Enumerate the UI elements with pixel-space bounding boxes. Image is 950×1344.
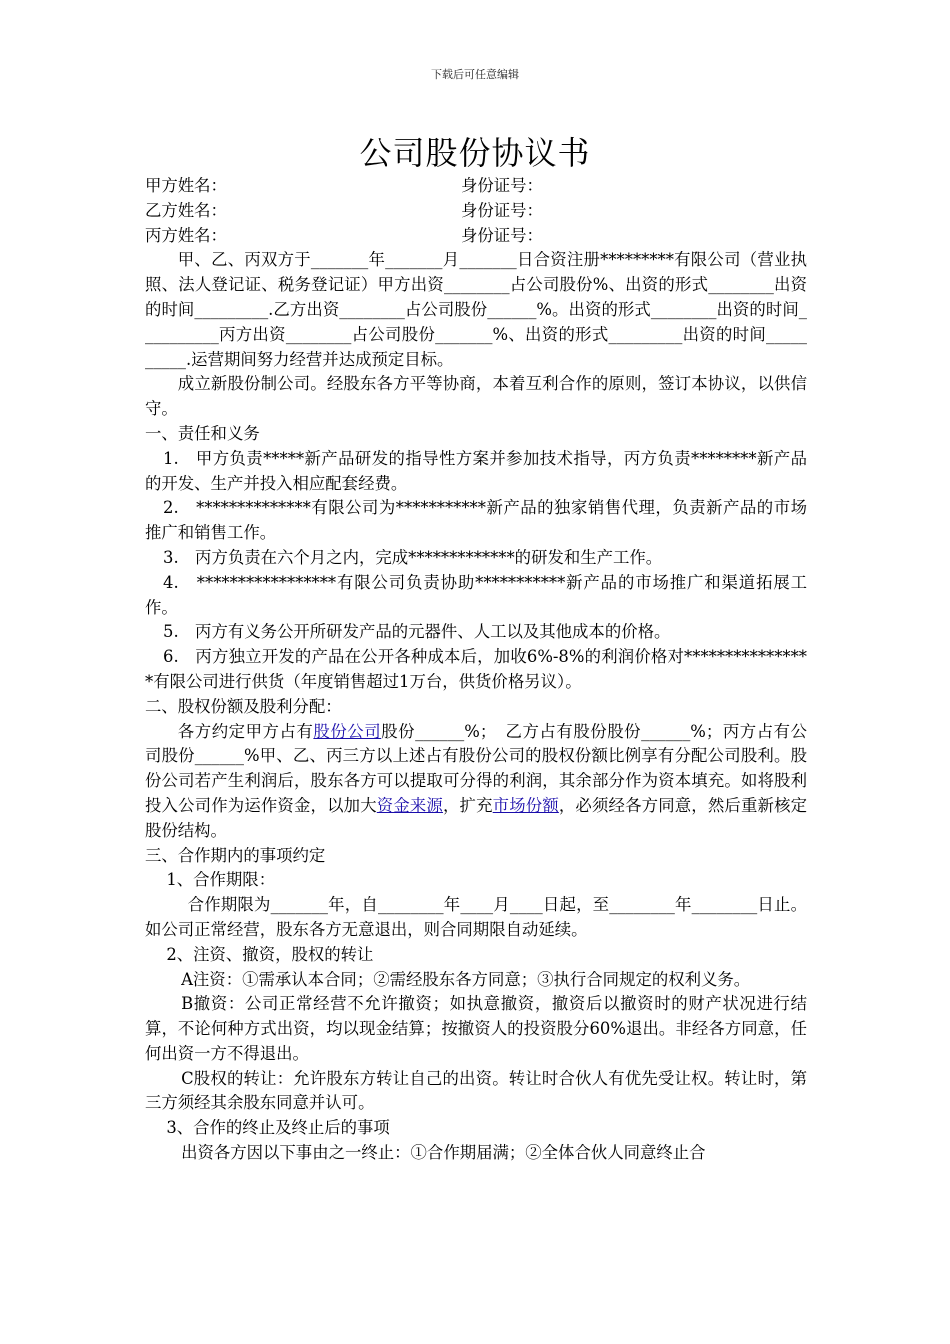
sec3-transfer-text: C股权的转让：允许股东方转让自己的出资。转让时合伙人有优先受让权。转让时，第三方须经其余股东同意并认可。 [145,1068,807,1113]
sec3-sub3-text: 出资各方因以下事由之一终止：①合作期届满；②全体合伙人同意终止合 [181,1143,706,1163]
sec1-item-6: 6. 丙方独立开发的产品在公开各种成本后，加收6%-8%的利润价格对****************有限公司进行供货（年度销售超过1万台，供货价格另议）。 [145,647,807,691]
sec1-item-4: 4. *****************有限公司负责协助***********新产品的市场推广和渠道拓展工作。 [145,572,807,617]
party-a-id-label: 身份证号： [461,176,543,195]
purpose-paragraph: 成立新股份制公司。经股东各方平等协商，本着互利合作的原则，签订本协议，以供信守。 [145,374,807,419]
party-row-a [145,174,807,199]
sec1-item-2: 2. **************有限公司为***********新产品的独家销售代理，负责新产品的市场推广和销售工作。 [145,498,807,543]
link-market-share[interactable]: 市场份额 [492,795,559,815]
sec3-sub1-text: 合作期限为_______年，自________年____月____日起，至________年________日止。如公司正常经营，股东各方无意退出，则合同期限自动延续。 [145,895,807,939]
document-title: 公司股份协议书 [359,134,591,172]
document-body [145,174,807,1166]
sec2-text-1: 各方约定甲方占有 [177,721,314,741]
section-2-heading: 二、股权份额及股利分配： [145,696,342,716]
link-share-company[interactable]: 股份公司 [313,721,382,741]
sec3-sub2-heading: 2、注资、撤资，股权的转让 [166,944,374,964]
sec3-injection-text: A注资：①需承认本合同；②需经股东各方同意；③执行合同规定的权利义务。 [181,969,751,989]
party-c-id-label: 身份证号： [461,225,543,245]
sec3-withdrawal-text: B撤资：公司正常经营不允许撤资；如执意撤资，撤资后以撤资时的财产状况进行结算，不论何种方式出资，均以现金结算；按撤资人的投资股分60%退出。非经各方同意，任何出资一方不得退出。 [145,994,807,1063]
intro-paragraph: 甲、乙、丙双方于_______年_______月_______日合资注册*********有限公司（营业执照、法人登记证、税务登记证）甲方出资________占公司股份%、出资的形式________出资的时间_________.乙方出资________占公司股份______%。出资的形式________出资的时间__________丙方出资________占公司股份_______%、出资的形式_________出资的时间__________.运营期间努力经营并达成预定目标。 [145,250,807,369]
sec1-item-3: 3. 丙方负责在六个月之内，完成*************的研发和生产工作。 [163,547,663,567]
sec2-paragraph [145,720,807,844]
section-1-heading: 一、责任和义务 [145,423,260,443]
link-capital-source[interactable]: 资金来源 [376,795,443,815]
sec2-text-4: ，必须经各方同意，然后重新核定股份结构。 [145,795,808,840]
party-b-id-label: 身份证号： [461,200,543,220]
sec3-sub3-heading: 3、合作的终止及终止后的事项 [166,1118,390,1138]
party-b-name-label: 乙方姓名： [145,200,227,220]
party-a-name-label: 甲方姓名： [145,176,227,195]
sec2-text-3: ，扩充 [442,795,493,815]
sec3-sub1-heading: 1、合作期限： [166,870,276,890]
header-note: 下载后可任意编辑 [431,68,519,81]
sec2-text-2: 股份______%； 乙方占有股份股份______%；丙方占有公司股份______%甲、乙、丙三方以上述占有股份公司的股权份额比例享有分配公司股利。股份公司若产生利润后，股东各方可以提取可分得的利润，其余部分作为资本填充。如将股利投入公司作为运作资金，以加大 [145,721,807,815]
section-3-heading: 三、合作期内的事项约定 [145,845,326,865]
party-c-name-label: 丙方姓名： [145,225,227,245]
party-row-b [145,199,807,224]
party-row-c [145,224,807,249]
sec1-item-5: 5. 丙方有义务公开所研发产品的元器件、人工以及其他成本的价格。 [163,622,671,642]
sec1-item-1: 1. 甲方负责*****新产品研发的指导性方案并参加技术指导，丙方负责********新产品的开发、生产并投入相应配套经费。 [145,448,807,493]
